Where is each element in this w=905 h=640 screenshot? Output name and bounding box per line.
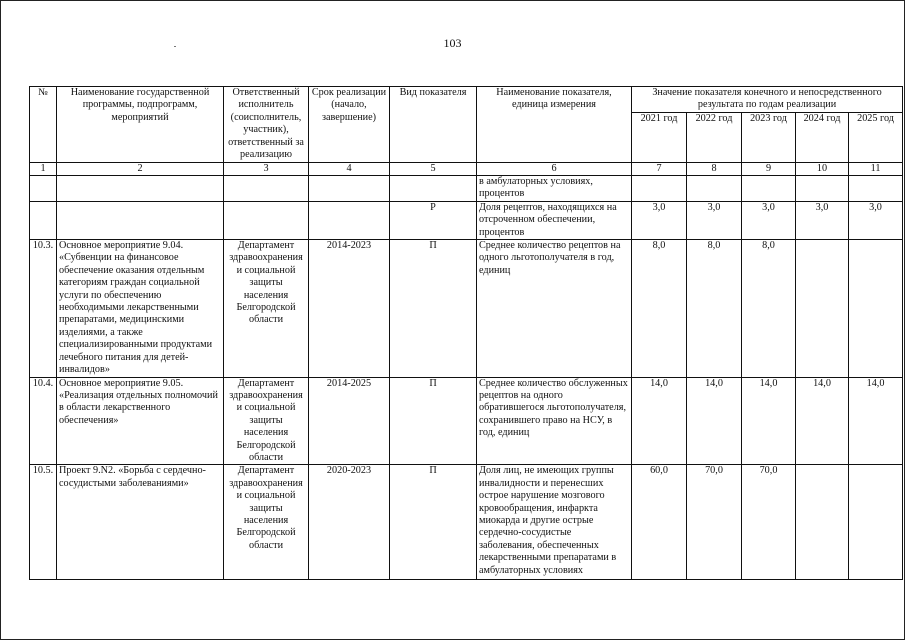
column-number-row [30,163,903,176]
column-number: 5 [390,163,477,176]
row-period: 2014-2025 [309,377,390,465]
row-value [796,240,849,377]
row-period: 2020-2023 [309,465,390,580]
row-value: 14,0 [849,377,903,465]
column-number: 9 [742,163,796,176]
row-num [30,176,57,202]
row-value: 14,0 [632,377,687,465]
row-period [309,201,390,239]
row-value: 14,0 [796,377,849,465]
table-row [30,377,903,465]
row-value: 8,0 [742,240,796,377]
row-type: П [390,465,477,580]
row-value: 3,0 [796,201,849,239]
column-number: 1 [30,163,57,176]
row-program-name [57,201,224,239]
row-program-name: Основное мероприятие 9.04. «Субвенции на финансовое обеспечение оказания отдельным категориям граждан социальной услуги по обеспечению необходимыми лекарственными препаратами, медицинскими изделиями, а также специализированными продуктами лечебного питания для детей-инвалидов» [57,240,224,377]
row-value: 70,0 [742,465,796,580]
column-number: 10 [796,163,849,176]
table-row [30,240,903,377]
table-row [30,465,903,580]
row-value: 3,0 [849,201,903,239]
row-period [309,176,390,202]
row-executor [224,176,309,202]
column-number: 2 [57,163,224,176]
row-executor [224,201,309,239]
row-value [796,176,849,202]
row-value: 3,0 [742,201,796,239]
row-program-name [57,176,224,202]
row-value: 8,0 [632,240,687,377]
header-indicator: Наименование показателя, единица измерения [477,87,632,163]
row-type: Р [390,201,477,239]
column-number: 7 [632,163,687,176]
row-type: П [390,240,477,377]
row-value [849,465,903,580]
row-indicator: в амбулаторных условиях, процентов [477,176,632,202]
row-executor: Департамент здравоохранения и социальной защиты населения Белгородской области [224,377,309,465]
row-program-name: Основное мероприятие 9.05. «Реализация отдельных полномочий в области лекарственного обеспечения» [57,377,224,465]
header-year: 2024 год [796,113,849,163]
row-value: 14,0 [687,377,742,465]
row-value: 3,0 [632,201,687,239]
row-num [30,201,57,239]
header-name: Наименование государственной программы, подпрограмм, мероприятий [57,87,224,163]
row-value: 70,0 [687,465,742,580]
row-value [849,176,903,202]
row-value: 8,0 [687,240,742,377]
indicators-table [29,86,903,580]
column-number: 4 [309,163,390,176]
row-executor: Департамент здравоохранения и социальной защиты населения Белгородской области [224,465,309,580]
row-value [687,176,742,202]
row-value [632,176,687,202]
row-indicator: Среднее количество рецептов на одного льготополучателя в год, единиц [477,240,632,377]
row-executor: Департамент здравоохранения и социальной защиты населения Белгородской области [224,240,309,377]
column-number: 3 [224,163,309,176]
row-indicator: Среднее количество обслуженных рецептов на одного обратившегося льготополучателя, сохранившего право на НСУ, в год, единиц [477,377,632,465]
column-number: 8 [687,163,742,176]
row-period: 2014-2023 [309,240,390,377]
column-number: 6 [477,163,632,176]
row-value: 14,0 [742,377,796,465]
header-year: 2021 год [632,113,687,163]
row-indicator: Доля рецептов, находящихся на отсроченном обеспечении, процентов [477,201,632,239]
row-value: 60,0 [632,465,687,580]
header-year: 2023 год [742,113,796,163]
row-value [849,240,903,377]
row-program-name: Проект 9.N2. «Борьба с сердечно-сосудистыми заболеваниями» [57,465,224,580]
page-number: 103 [443,36,462,50]
header-type: Вид показателя [390,87,477,163]
row-indicator: Доля лиц, не имеющих группы инвалидности и перенесших острое нарушение мозгового кровообращения, инфаркта миокарда и другие острые сердечно-сосудистые заболевания, обеспеченных лекарственными препаратами в амбулаторных условиях [477,465,632,580]
row-value [742,176,796,202]
header-year: 2022 год [687,113,742,163]
row-num: 10.4. [30,377,57,465]
row-num: 10.5. [30,465,57,580]
header-row [30,87,903,113]
header-values: Значение показателя конечного и непосредственного результата по годам реализации [632,87,903,113]
table-row [30,176,903,202]
row-num: 10.3. [30,240,57,377]
row-value: 3,0 [687,201,742,239]
header-executor: Ответственный исполнитель (соисполнитель, участник), ответственный за реализацию [224,87,309,163]
row-type [390,176,477,202]
row-value [796,465,849,580]
column-number: 11 [849,163,903,176]
table-row [30,201,903,239]
header-period: Срок реализации (начало, завершение) [309,87,390,163]
header-num: № [30,87,57,163]
header-year: 2025 год [849,113,903,163]
row-type: П [390,377,477,465]
